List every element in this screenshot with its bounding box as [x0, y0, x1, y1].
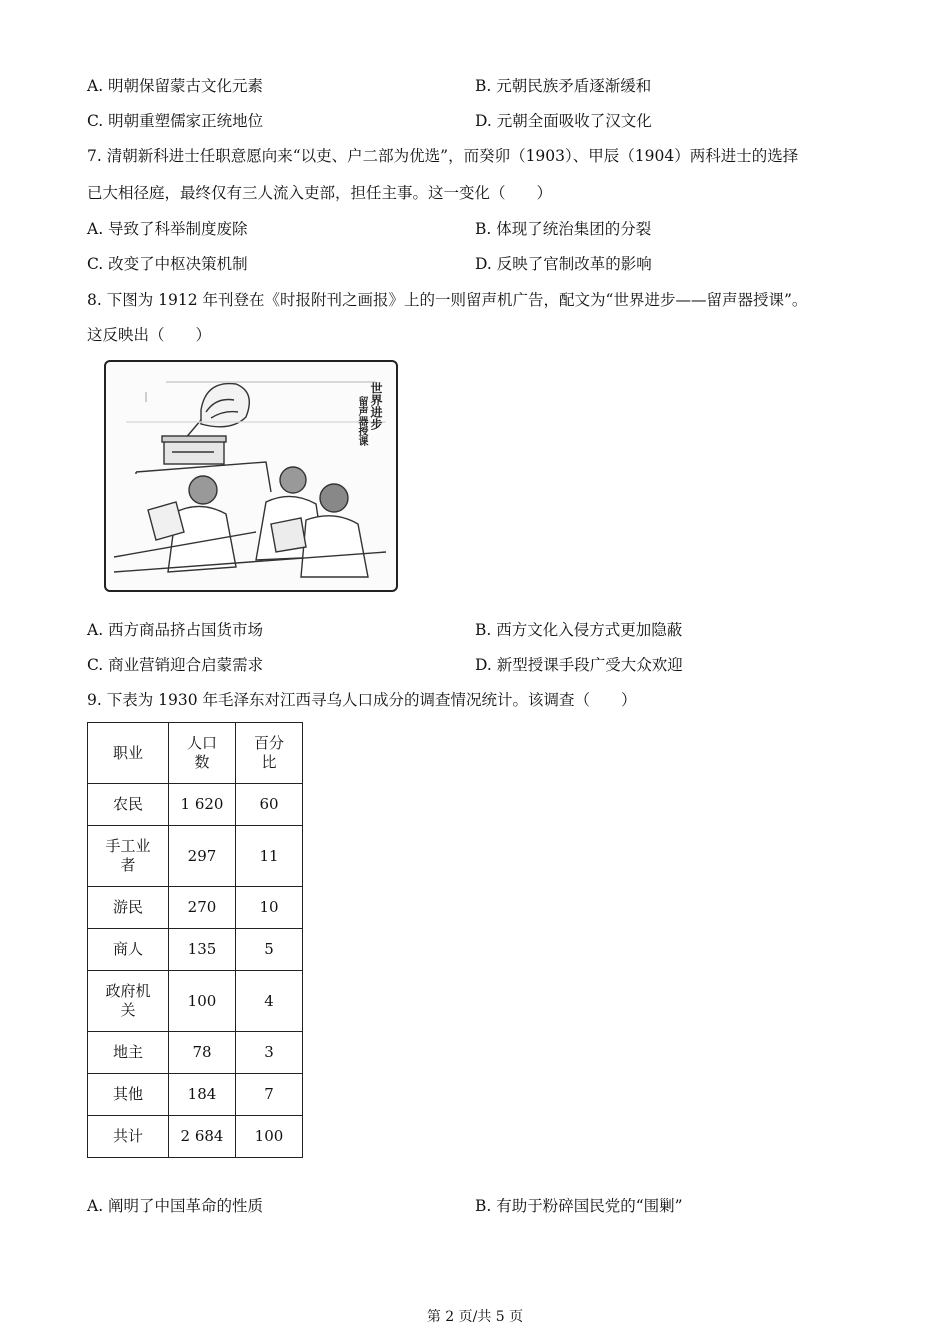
table-header-cell: 人口数 — [169, 723, 236, 784]
table-cell: 135 — [169, 929, 236, 971]
table-cell: 游民 — [88, 887, 169, 929]
gramophone-classroom-drawing — [106, 362, 396, 590]
q8-stem-line1: 8. 下图为 1912 年刊登在《时报附刊之画报》上的一则留声机广告，配文为“世界进步——留声器授课”。 — [87, 291, 808, 309]
table-cell: 78 — [169, 1032, 236, 1074]
table-cell: 11 — [236, 826, 303, 887]
table-row — [88, 1074, 303, 1116]
q7-option-b: B. 体现了统治集团的分裂 — [475, 220, 652, 238]
q6-option-d: D. 元朝全面吸收了汉文化 — [475, 112, 652, 130]
table-header-cell: 职业 — [88, 723, 169, 784]
table-row — [88, 826, 303, 887]
table-cell: 共计 — [88, 1116, 169, 1158]
population-survey-table — [87, 722, 303, 1158]
table-cell: 60 — [236, 784, 303, 826]
table-row — [88, 784, 303, 826]
table-cell: 10 — [236, 887, 303, 929]
table-cell: 其他 — [88, 1074, 169, 1116]
image-caption-subtitle: 留声器授课 — [356, 396, 367, 446]
table-cell: 100 — [169, 971, 236, 1032]
table-cell: 297 — [169, 826, 236, 887]
q8-stem-line2: 这反映出（ ） — [87, 326, 212, 344]
q8-option-c: C. 商业营销迎合启蒙需求 — [87, 656, 264, 674]
table-cell: 政府机关 — [88, 971, 169, 1032]
table-cell: 2 684 — [169, 1116, 236, 1158]
q9-option-a: A. 阐明了中国革命的性质 — [87, 1197, 264, 1215]
table-row — [88, 1032, 303, 1074]
table-cell: 184 — [169, 1074, 236, 1116]
q8-option-a: A. 西方商品挤占国货市场 — [87, 621, 264, 639]
table-row — [88, 971, 303, 1032]
table-cell: 地主 — [88, 1032, 169, 1074]
q9-option-b: B. 有助于粉碎国民党的“围剿” — [475, 1197, 683, 1215]
q7-option-a: A. 导致了科举制度废除 — [87, 220, 248, 238]
table-header-cell: 百分比 — [236, 723, 303, 784]
q7-option-d: D. 反映了官制改革的影响 — [475, 255, 652, 273]
q8-option-b: B. 西方文化入侵方式更加隐蔽 — [475, 621, 683, 639]
gramophone-advertisement-image — [104, 360, 398, 592]
table-row — [88, 887, 303, 929]
table-cell: 手工业者 — [88, 826, 169, 887]
table-cell: 5 — [236, 929, 303, 971]
q7-option-c: C. 改变了中枢决策机制 — [87, 255, 248, 273]
page-footer: 第 2 页/共 5 页 — [426, 1309, 524, 1325]
table-cell: 商人 — [88, 929, 169, 971]
q7-stem-line1: 7. 清朝新科进士任职意愿向来“以吏、户二部为优选”，而癸卯（1903）、甲辰（1904）两科进士的选择 — [87, 147, 799, 165]
q6-option-c: C. 明朝重塑儒家正统地位 — [87, 112, 264, 130]
table-cell: 3 — [236, 1032, 303, 1074]
table-cell: 1 620 — [169, 784, 236, 826]
q9-stem: 9. 下表为 1930 年毛泽东对江西寻乌人口成分的调查情况统计。该调查（ ） — [87, 691, 637, 709]
table-cell: 7 — [236, 1074, 303, 1116]
table-row — [88, 1116, 303, 1158]
table-cell: 4 — [236, 971, 303, 1032]
table-header-row — [88, 723, 303, 784]
q6-option-b: B. 元朝民族矛盾逐渐缓和 — [475, 77, 652, 95]
table-cell: 100 — [236, 1116, 303, 1158]
q7-stem-line2: 已大相径庭，最终仅有三人流入吏部，担任主事。这一变化（ ） — [87, 184, 553, 202]
image-caption-title: 世界进步 — [369, 382, 383, 430]
q8-option-d: D. 新型授课手段广受大众欢迎 — [475, 656, 683, 674]
table-cell: 270 — [169, 887, 236, 929]
table-row — [88, 929, 303, 971]
q6-option-a: A. 明朝保留蒙古文化元素 — [87, 77, 264, 95]
table-cell: 农民 — [88, 784, 169, 826]
